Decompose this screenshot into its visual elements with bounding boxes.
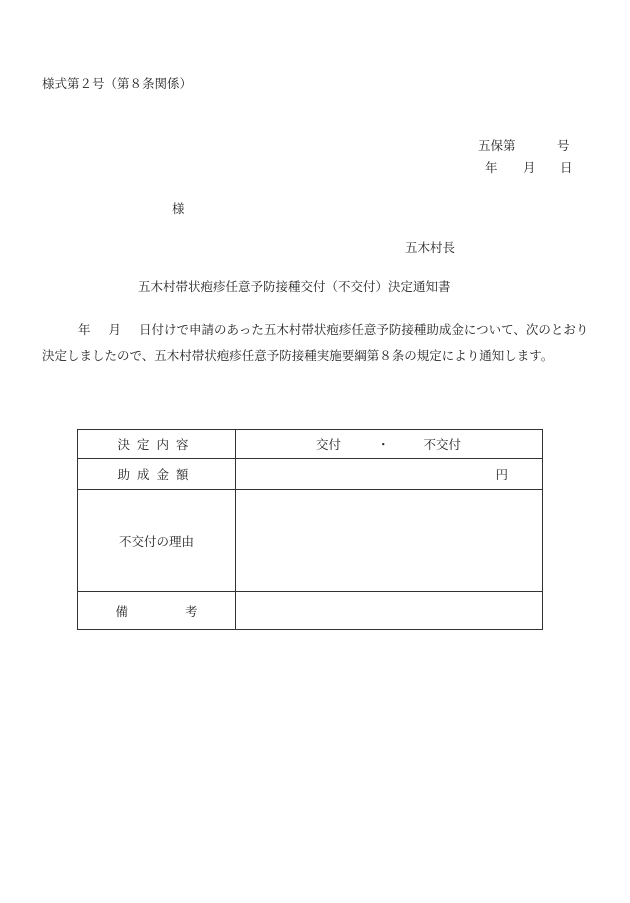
body-year: 年 xyxy=(78,322,91,337)
remarks-label xyxy=(78,592,236,630)
decision-options xyxy=(236,430,543,459)
doc-number-prefix: 五保第 xyxy=(478,138,516,153)
body-paragraph xyxy=(42,317,590,369)
document-title: 五木村帯状疱疹任意予防接種交付（不交付）決定通知書 xyxy=(138,279,451,294)
reason-value xyxy=(236,490,543,592)
remarks-label-1: 備 xyxy=(115,603,129,619)
doc-number-suffix: 号 xyxy=(557,138,570,153)
decision-grant: 交付 xyxy=(316,437,342,452)
amount-row xyxy=(78,459,543,490)
remarks-row xyxy=(78,592,543,630)
decision-deny: 不交付 xyxy=(423,437,461,452)
body-month: 月 xyxy=(108,322,122,337)
date-month: 月 xyxy=(523,160,536,175)
issuer: 五木村長 xyxy=(405,240,456,255)
amount-unit: 円 xyxy=(495,467,508,482)
remarks-value xyxy=(236,592,543,630)
decision-row xyxy=(78,430,543,459)
amount-label: 助成金額 xyxy=(78,459,236,490)
addressee-suffix: 様 xyxy=(172,201,185,216)
form-number: 様式第２号（第８条関係） xyxy=(42,76,193,91)
amount-value xyxy=(236,459,543,490)
decision-label: 決定内容 xyxy=(78,430,236,459)
decision-separator: ・ xyxy=(376,437,390,452)
body-text: 日付けで申請のあった五木村帯状疱疹任意予防接種助成金について、次のとおり決定しましたので、五木村帯状疱疹任意予防接種実施要綱第８条の規定により通知します。 xyxy=(42,322,589,363)
reason-row xyxy=(78,490,543,592)
reason-label: 不交付の理由 xyxy=(78,490,236,592)
date-day: 日 xyxy=(560,160,573,175)
remarks-label-2: 考 xyxy=(184,603,198,619)
date-year: 年 xyxy=(485,160,498,175)
decision-table xyxy=(77,429,543,630)
